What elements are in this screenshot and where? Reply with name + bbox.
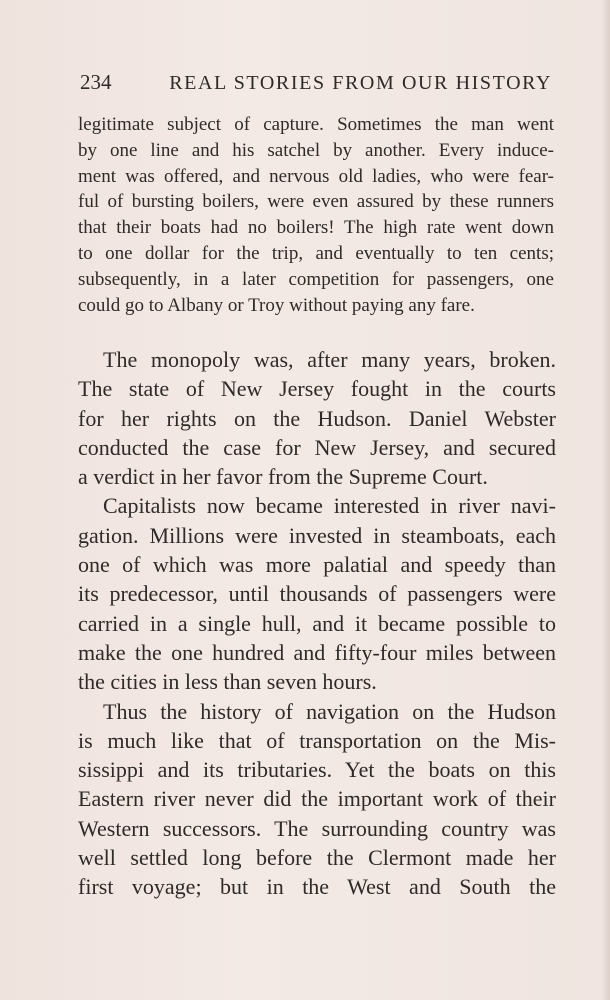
paragraph-first-line: The monopoly was, after many years, broken. — [103, 347, 556, 372]
paragraph-first-line: Thus the history of navigation on the Hudson — [103, 698, 556, 724]
main-text-passage — [78, 345, 556, 902]
text-line: Eastern river never did the important work of their — [78, 786, 556, 812]
text-line: conducted the case for New Jersey, and secured — [78, 434, 556, 460]
text-line: ful of bursting boilers, were even assured by these runners — [78, 191, 554, 213]
running-title: REAL STORIES FROM OUR HISTORY — [169, 72, 552, 94]
text-line: Western successors. The surrounding country was — [78, 815, 556, 841]
running-header — [80, 70, 552, 95]
small-type-passage — [78, 112, 554, 318]
text-line: make the one hundred and fifty-four miles between — [78, 639, 556, 665]
text-line: the cities in less than seven hours. — [78, 669, 377, 695]
text-line: ment was offered, and nervous old ladies, who were fear- — [78, 165, 554, 187]
text-line: The state of New Jersey fought in the courts — [78, 376, 556, 402]
text-line: subsequently, in a later competition for passengers, one — [78, 268, 554, 290]
text-line: first voyage; but in the West and South the — [78, 874, 556, 900]
text-line: is much like that of transportation on the Mis- — [78, 727, 556, 753]
text-line: sissippi and its tributaries. Yet the boats on this — [78, 757, 556, 783]
text-line: could go to Albany or Troy without paying any fare. — [78, 294, 475, 316]
text-line: by one line and his satchel by another. Every induce- — [78, 139, 554, 161]
text-line: to one dollar for the trip, and eventually to ten cents; — [78, 242, 554, 264]
text-line: a verdict in her favor from the Supreme Court. — [78, 464, 488, 490]
text-line: its predecessor, until thousands of passengers were — [78, 581, 556, 607]
text-line: carried in a single hull, and it became possible to — [78, 610, 556, 636]
text-line: one of which was more palatial and speedy than — [78, 552, 556, 578]
text-line: gation. Millions were invested in steamboats, each — [78, 522, 556, 548]
text-line: that their boats had no boilers! The high rate went down — [78, 217, 554, 239]
text-line: well settled long before the Clermont made her — [78, 845, 556, 871]
text-line: for her rights on the Hudson. Daniel Webster — [78, 405, 556, 431]
paragraph-first-line: Capitalists now became interested in river navi- — [103, 493, 556, 519]
page-number: 234 — [80, 70, 112, 94]
page-edge-shadow — [602, 0, 610, 1000]
text-line: legitimate subject of capture. Sometimes the man went — [78, 114, 554, 135]
